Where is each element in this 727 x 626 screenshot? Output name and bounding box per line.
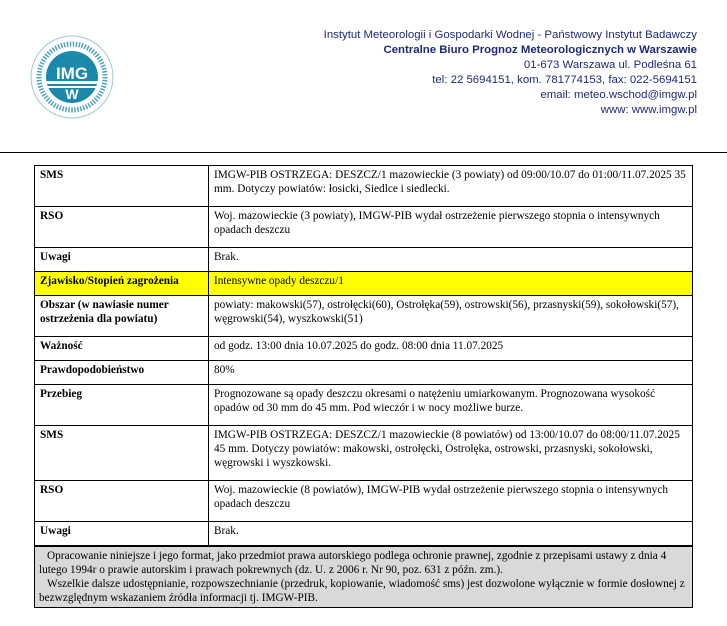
email: email: meteo.wschod@imgw.pl: [540, 89, 697, 101]
warning-table: [34, 165, 693, 546]
row-label: SMS: [35, 166, 209, 207]
row-value: IMGW-PIB OSTRZEGA: DESZCZ/1 mazowieckie (3 powiaty) od 09:00/10.07 do 01:00/11.07.2025 35 mm. Dotyczy powiatów: łosicki, Siedlce i siedlecki.: [209, 166, 693, 207]
row-label: SMS: [35, 426, 209, 481]
row-label: Zjawisko/Stopień zagrożenia: [35, 272, 209, 296]
row-label: Prawdopodobieństwo: [35, 361, 209, 385]
table-row: [35, 361, 693, 385]
table-row: [35, 385, 693, 426]
table-row: [35, 481, 693, 522]
table-row: [35, 337, 693, 361]
table-row-highlighted: [35, 272, 693, 296]
logo-text-bottom: W: [65, 86, 79, 102]
row-label: Obszar (w nawiasie numer ostrzeżenia dla powiatu): [35, 296, 209, 337]
row-value: Woj. mazowieckie (8 powiatów), IMGW-PIB wydał ostrzeżenie pierwszego stopnia o intensywnych opadach deszczu: [209, 481, 693, 522]
row-value: Brak.: [209, 522, 693, 546]
row-value: Woj. mazowieckie (3 powiaty), IMGW-PIB wydał ostrzeżenie pierwszego stopnia o intensywnych opadach deszczu: [209, 207, 693, 248]
row-value: Brak.: [209, 248, 693, 272]
imgw-logo: [30, 35, 114, 119]
bureau-name: Centralne Biuro Prognoz Meteorologicznych w Warszawie: [383, 44, 697, 56]
table-row: [35, 248, 693, 272]
logo-text-top: IMG: [55, 64, 89, 83]
distribution-paragraph: Wszelkie dalsze udostępnianie, rozpowszechnianie (przedruk, kopiowanie, wiadomość sms) jest dozwolone wyłącznie w formie dosłownej z bezwzględnym wskazaniem źródła informacji tj. IMGW-PIB.: [39, 578, 685, 604]
table-row: [35, 166, 693, 207]
table-row: [35, 207, 693, 248]
table-row: [35, 522, 693, 546]
row-value: 80%: [209, 361, 693, 385]
table-row: [35, 296, 693, 337]
row-label: Ważność: [35, 337, 209, 361]
row-value: Intensywne opady deszczu/1: [209, 272, 693, 296]
row-value: od godz. 13:00 dnia 10.07.2025 do godz. 08:00 dnia 11.07.2025: [209, 337, 693, 361]
row-value: powiaty: makowski(57), ostrołęcki(60), Ostrołęka(59), ostrowski(56), przasnyski(59), sokołowski(57), węgrowski(54), wyszkowski(51): [209, 296, 693, 337]
row-label: RSO: [35, 207, 209, 248]
institute-name: Instytut Meteorologii i Gospodarki Wodnej - Państwowy Instytut Badawczy: [323, 29, 697, 41]
row-value: Prognozowane są opady deszczu okresami o natężeniu umiarkowanym. Prognozowana wysokość opadów od 30 mm do 45 mm. Pod wieczór i w nocy możliwe burze.: [209, 385, 693, 426]
address: 01-673 Warszawa ul. Podleśna 61: [523, 59, 697, 71]
website: www: www.imgw.pl: [600, 104, 697, 116]
copyright-paragraph: Opracowanie niniejsze i jego format, jako przedmiot prawa autorskiego podlega ochronie prawnej, zgodnie z przepisami ustawy z dnia 4 lutego 1994r o prawie autorskim i prawach pokrewnych (dz. U. z 2006 r. Nr 90, poz. 631 z późn. zm.).: [39, 550, 667, 576]
row-label: Uwagi: [35, 522, 209, 546]
row-label: Przebieg: [35, 385, 209, 426]
row-value: IMGW-PIB OSTRZEGA: DESZCZ/1 mazowieckie (8 powiatów) od 13:00/10.07 do 08:00/11.07.2025 45 mm. Dotyczy powiatów: makowski, ostrołęcki, Ostrołęka, ostrowski, przasnyski, sokołowski, węgrowski i wyszkowski.: [209, 426, 693, 481]
header-divider: [0, 152, 727, 153]
table-row: [35, 426, 693, 481]
phone: tel: 22 5694151, kom. 781774153, fax: 022-5694151: [432, 74, 697, 86]
letterhead: [324, 28, 697, 118]
row-label: Uwagi: [35, 248, 209, 272]
copyright-notice: [34, 546, 693, 608]
row-label: RSO: [35, 481, 209, 522]
